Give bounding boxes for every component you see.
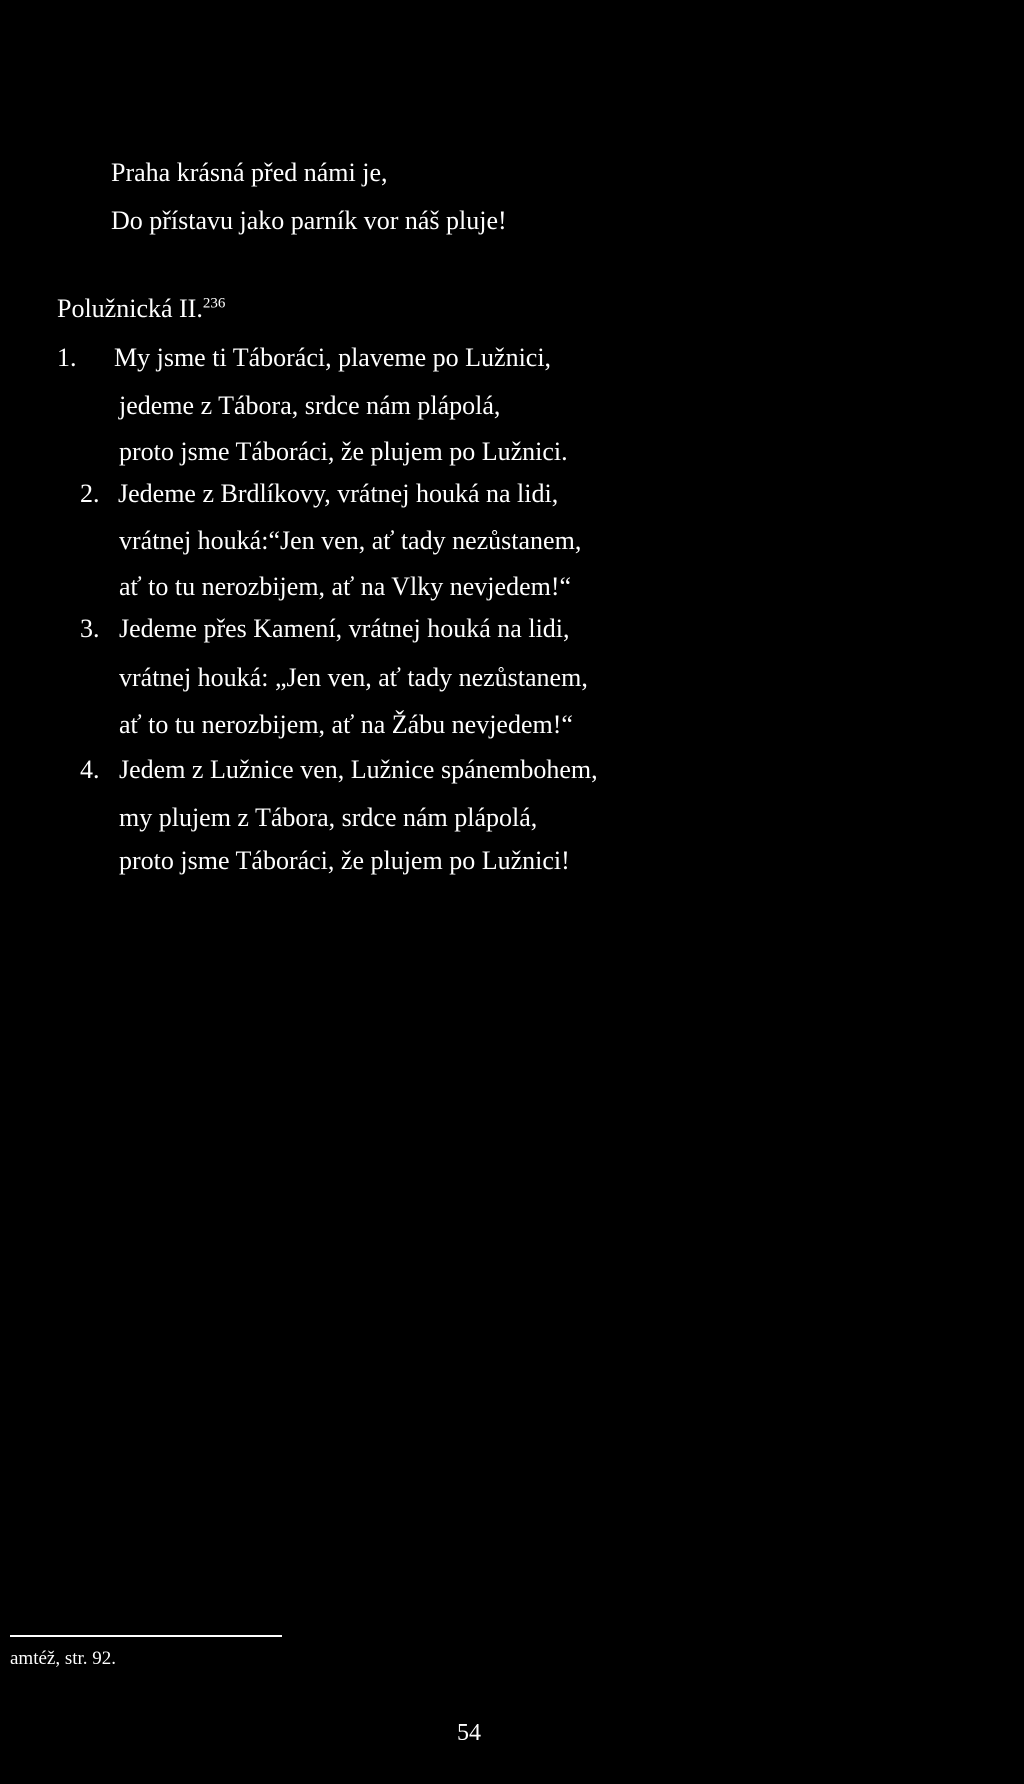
verse-line: vrátnej houká: „Jen ven, ať tady nezůstanem,	[119, 663, 588, 692]
footnote-reference: 236	[202, 295, 226, 312]
intro-line-1: Praha krásná před námi je,	[111, 158, 388, 187]
verse-line: ať to tu nerozbijem, ať na Žábu nevjedem!“	[119, 710, 573, 739]
verse-line: Jedeme přes Kamení, vrátnej houká na lidi,	[119, 614, 570, 643]
intro-line-2: Do přístavu jako parník vor náš pluje!	[111, 206, 507, 235]
verse-number: 3.	[80, 614, 100, 643]
verse-line: proto jsme Táboráci, že plujem po Lužnici.	[119, 437, 568, 466]
verse-line: vrátnej houká:“Jen ven, ať tady nezůstanem,	[119, 526, 582, 555]
song-title	[57, 294, 225, 324]
verse-number: 2.	[80, 479, 100, 508]
verse-line: jedeme z Tábora, srdce nám plápolá,	[119, 391, 501, 420]
verse-line: My jsme ti Táboráci, plaveme po Lužnici,	[114, 343, 552, 372]
verse-line: my plujem z Tábora, srdce nám plápolá,	[119, 803, 538, 832]
song-title-text: Polužnická II.	[57, 294, 203, 323]
verse-line: Jedeme z Brdlíkovy, vrátnej houká na lidi,	[118, 479, 559, 508]
verse-line: Jedem z Lužnice ven, Lužnice spánembohem,	[119, 755, 598, 784]
verse-number: 1.	[57, 343, 77, 372]
verse-line: ať to tu nerozbijem, ať na Vlky nevjedem!“	[119, 572, 572, 601]
verse-line: proto jsme Táboráci, že plujem po Lužnici!	[119, 846, 570, 875]
footnote-divider	[10, 1635, 282, 1637]
footnote: amtéž, str. 92.	[10, 1648, 117, 1669]
page-number: 54	[457, 1720, 481, 1746]
verse-number: 4.	[80, 755, 100, 784]
